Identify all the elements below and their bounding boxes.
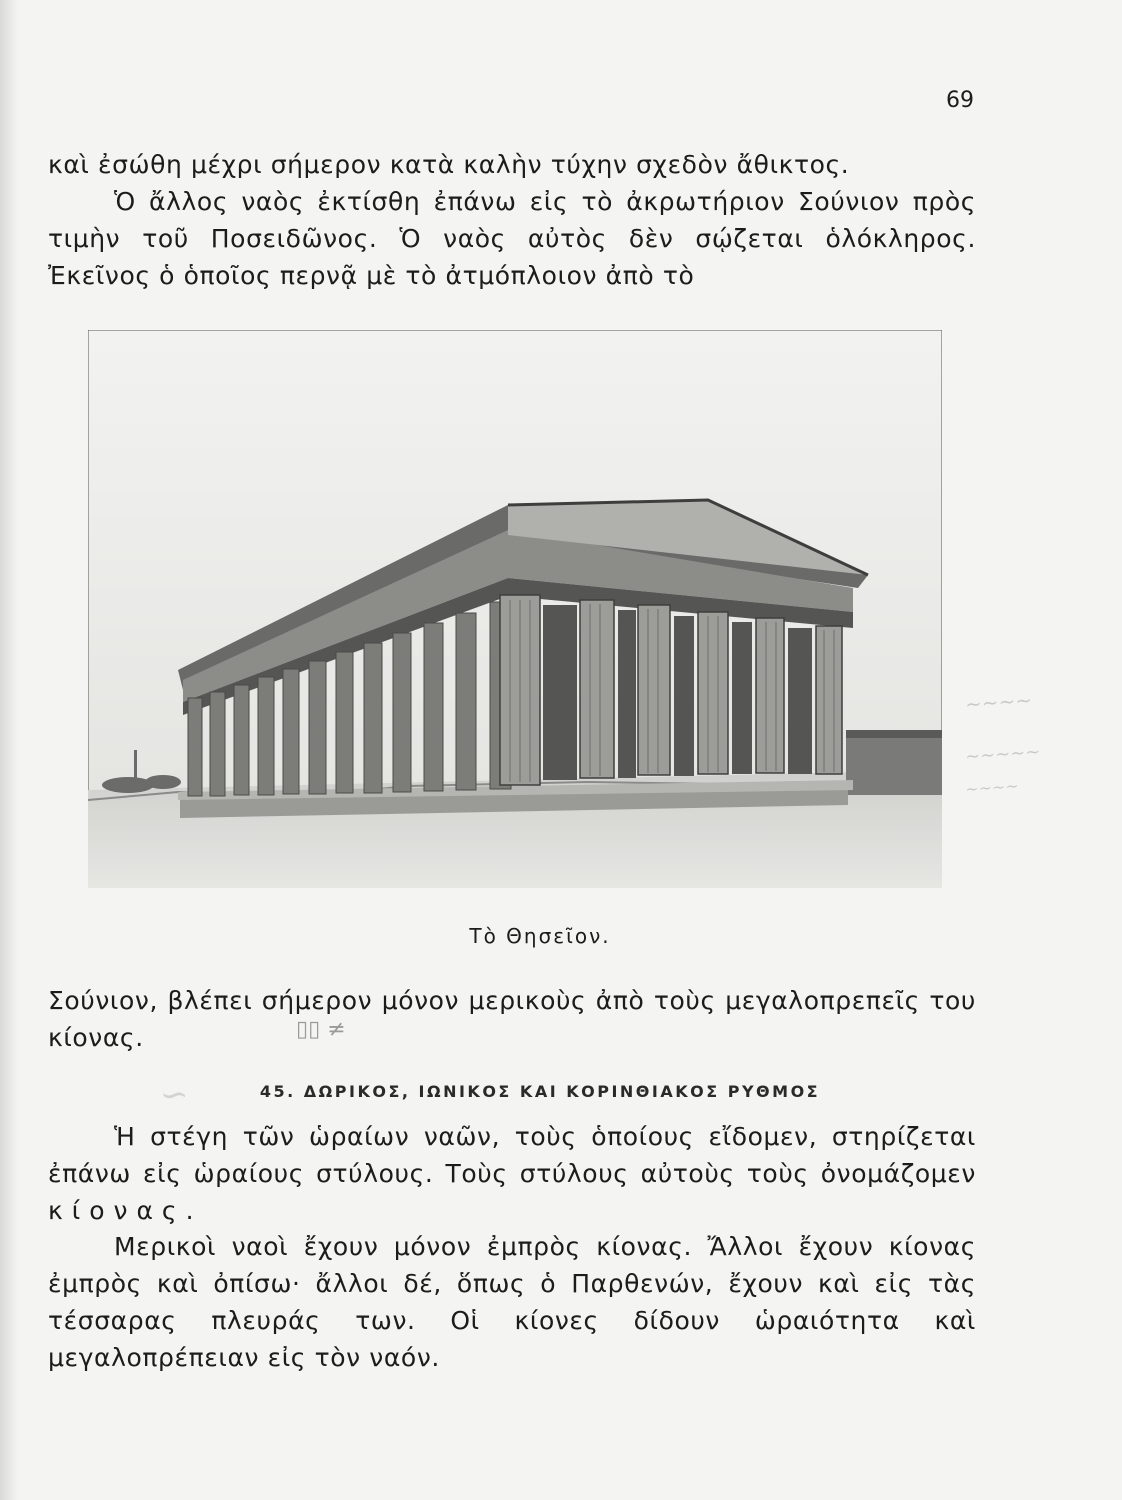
page-number: 69 <box>946 88 974 113</box>
paragraph-3 <box>48 1118 976 1229</box>
paragraph-3-text <box>48 1118 976 1229</box>
paragraph-1-continuation: Ὁ ἄλλος ναὸς ἐκτίσθη ἐπάνω εἰς τὸ ἀκρωτήριον Σούνιον πρὸς τιμὴν τοῦ Ποσειδῶνος. Ὁ ναὸς αὐτὸς δὲν σῴζεται ὁλόκληρος. Ἐκεῖνος ὁ ὁποῖος περνᾷ μὲ τὸ ἀτμόπλοιον ἀπὸ τὸ <box>48 187 976 290</box>
paragraph-3-main: Ἡ στέγη τῶν ὡραίων ναῶν, τοὺς ὁποίους εἴδομεν, στηρίζεται ἐπάνω εἰς ὡραίους στύλους. Τοὺς στύλους αὐτοὺς τοὺς ὀνομάζομεν <box>48 1122 976 1188</box>
paragraph-1 <box>48 146 976 294</box>
paragraph-2: Σούνιον, βλέπει σήμερον μόνον μερικοὺς ἀπὸ τοὺς μεγαλοπρεπεῖς του κίονας. <box>48 986 976 1052</box>
margin-handwriting: ∼∼∼∼ <box>964 776 1020 799</box>
paragraph-4-text: Μερικοὶ ναοὶ ἔχουν μόνον ἐμπρὸς κίονας. Ἄλλοι ἔχουν κίονας ἐμπρὸς καὶ ὀπίσω· ἄλλοι δέ, ὅπως ὁ Παρθενών, ἔχουν καὶ εἰς τὰς τέσσαρας πλευράς των. Οἱ κίονες δίδουν ὡραιότητα καὶ μεγαλοπρέπειαν εἰς τὸν ναόν. <box>48 1232 976 1372</box>
paragraph-1-first-line: καὶ ἐσώθη μέχρι σήμερον κατὰ καλὴν τύχην σχεδὸν ἄθικτος. <box>48 150 850 179</box>
term-kionas: κίονας. <box>48 1196 203 1225</box>
theseion-photo <box>88 330 942 888</box>
margin-handwriting: ∼∼∼∼∼ <box>964 741 1042 768</box>
page-binding-edge <box>0 0 18 1500</box>
margin-handwriting: ∼∼∼∼ <box>964 687 1033 717</box>
pencil-scribble: ∽ <box>158 1074 190 1116</box>
section-heading: 45. ΔΩΡΙΚΟΣ, ΙΩΝΙΚΟΣ ΚΑΙ ΚΟΡΙΝΘΙΑΚΟΣ ΡΥΘΜΟΣ <box>259 1082 821 1101</box>
paragraph-4 <box>48 1228 976 1376</box>
pencil-mark: ▯▯ ≠ <box>296 1017 346 1042</box>
temple-illustration <box>88 330 942 888</box>
figure-caption: Τὸ Θησεῖον. <box>469 924 611 948</box>
